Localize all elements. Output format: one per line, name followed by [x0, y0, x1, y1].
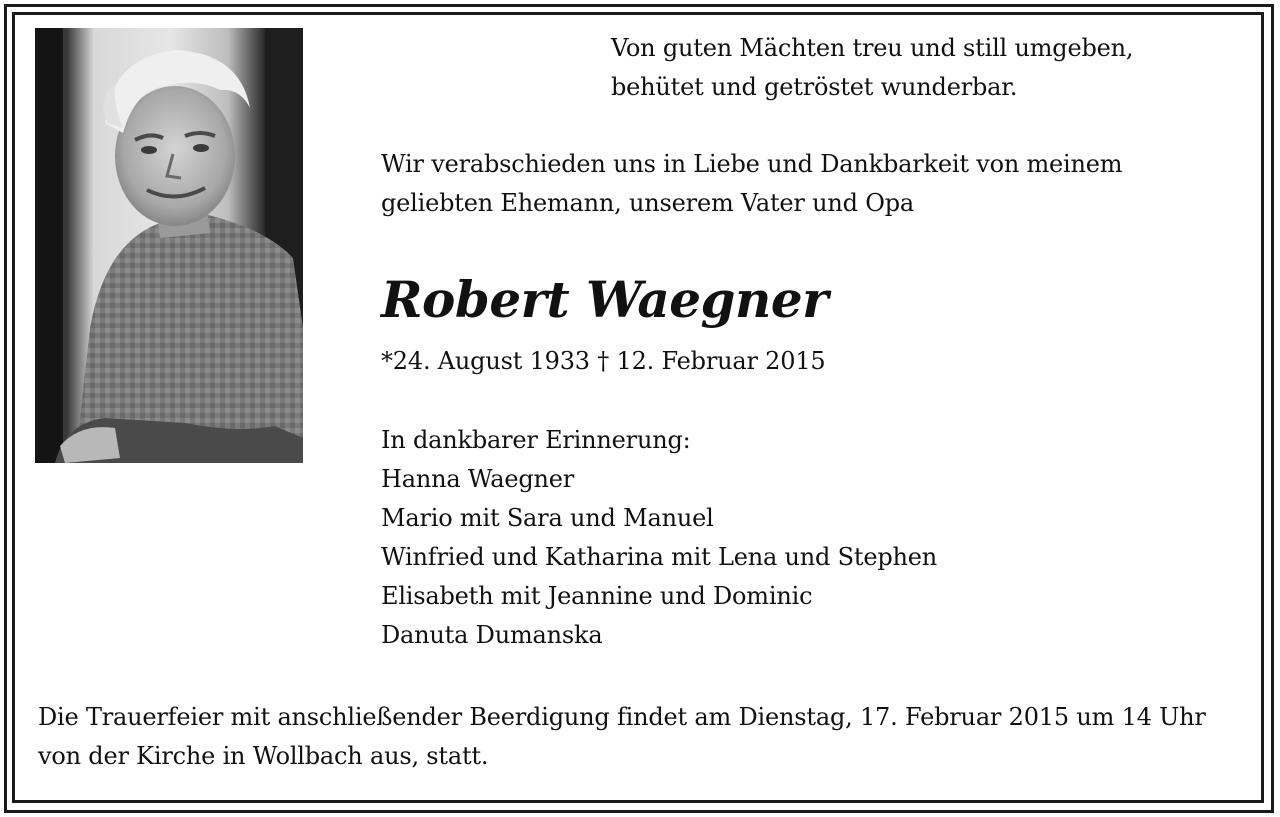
verse-line: behütet und getröstet wunderbar. [611, 73, 1018, 101]
mourner-name: Winfried und Katharina mit Lena und Stephen [381, 543, 938, 571]
funeral-service-info [38, 698, 1206, 776]
life-dates: *24. August 1933 † 12. Februar 2015 [381, 347, 826, 375]
mourners-list [381, 421, 937, 655]
mourner-name: Danuta Dumanska [381, 621, 603, 649]
service-line: Die Trauerfeier mit anschließender Beerdigung findet am Dienstag, 17. Februar 2015 um 14 Uhr [38, 703, 1206, 731]
portrait-photo [35, 28, 303, 463]
mourner-name: Elisabeth mit Jeannine und Dominic [381, 582, 813, 610]
portrait-illustration [35, 28, 303, 463]
verse [611, 29, 1133, 107]
intro-line: Wir verabschieden uns in Liebe und Dankbarkeit von meinem [381, 150, 1123, 178]
intro-line: geliebten Ehemann, unserem Vater und Opa [381, 189, 914, 217]
mourner-name: Hanna Waegner [381, 465, 575, 493]
farewell-intro [381, 145, 1122, 223]
mourner-name: Mario mit Sara und Manuel [381, 504, 714, 532]
service-line: von der Kirche in Wollbach aus, statt. [38, 742, 489, 770]
deceased-name: Robert Waegner [381, 270, 829, 329]
verse-line: Von guten Mächten treu und still umgeben, [611, 34, 1134, 62]
mourners-heading: In dankbarer Erinnerung: [381, 426, 691, 454]
